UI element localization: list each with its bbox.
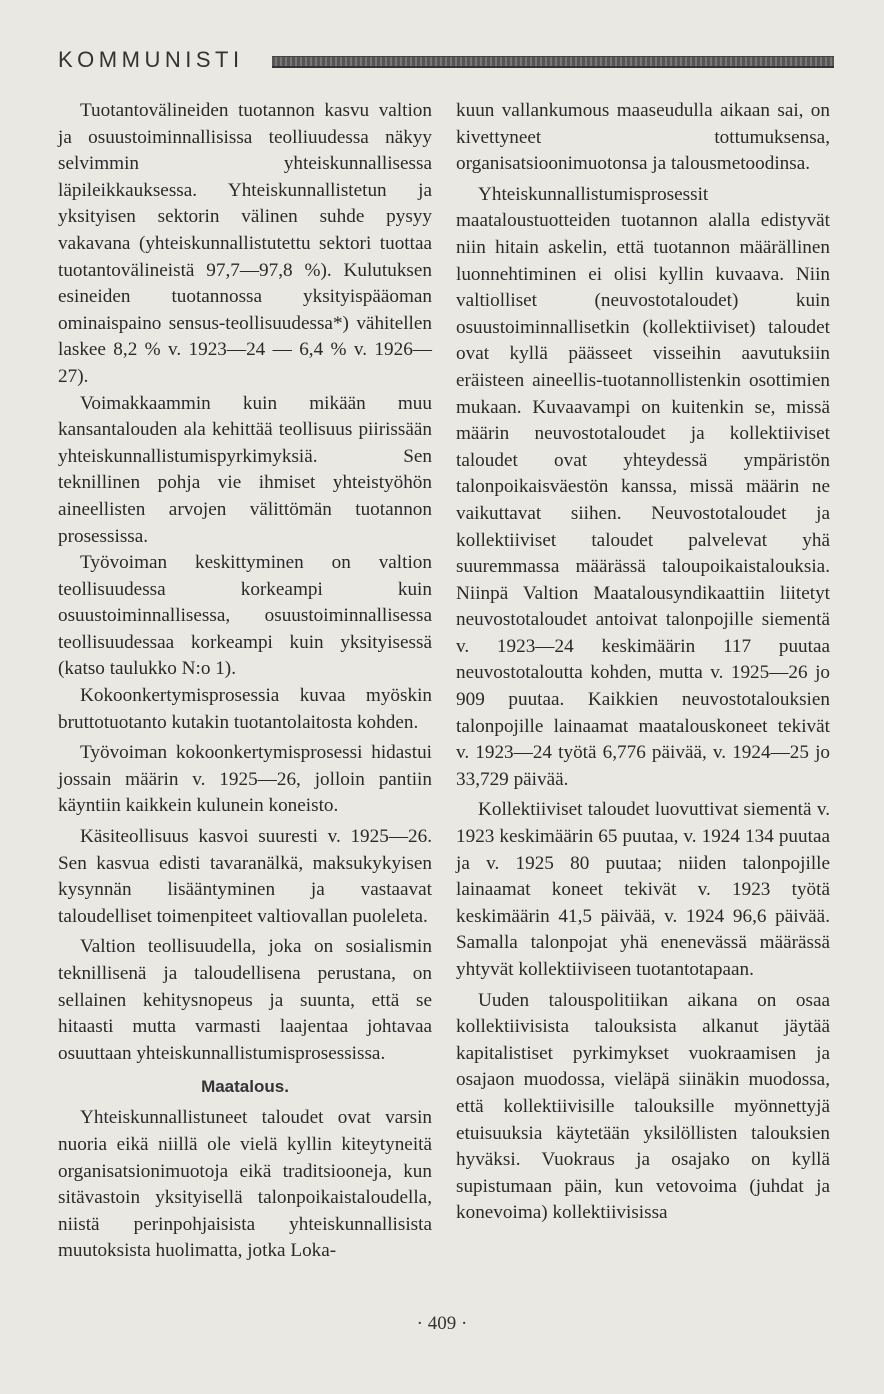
paragraph: Tuotantovälineiden tuotannon kasvu valtion ja osuustoiminnallisissa teolliuudessa näkyy selvimmin yhteiskunnallisessa läpileikkauksessa. Yhteiskunnallistetun ja yksityisen sektorin välinen suhde pysyy vakavana (yhteiskunnallistutettu sektori tuottaa tuotantovälineistä 97,7—97,8 %). Kulutuksen esineiden tuotannossa yksityispääoman ominaispaino sensus-teollisuudessa*) vähitellen laskee 8,2 % v. 1923—24 — 6,4 % v. 1926—27). [58,100,432,387]
journal-title: KOMMUNISTI [58,47,244,72]
page-number: · 409 · [416,1313,468,1334]
right-column [456,98,830,1227]
paragraph: Kokoonkertymisprosessia kuvaa myöskin bruttotuotanto kutakin tuotantolaitosta kohden. [58,685,432,733]
paragraph: Valtion teollisuudella, joka on sosialismin teknillisenä ja taloudellisena perustana, on sellainen kehitysnopeus ja suunta, että se hitaasti mutta varmasti laajentaa johtavaa osuuttaan yhteiskunnallistumisprosessissa. [58,936,432,1064]
header-rule [272,56,834,68]
paragraph: Työvoiman kokoonkertymisprosessi hidastui jossain määrin v. 1925—26, jolloin pantiin käyntiin kaikkein kulunein koneisto. [58,742,432,817]
paragraph: Yhteiskunnallistumisprosessit maataloustuotteiden tuotannon alalla edistyvät niin hitain askelin, että tuotannon määrällinen luonnehtiminen ei olisi kyllin kuvaava. Niin valtiolliset (neuvostotaloudet) kuin osuustoiminnallisetkin (kollektiiviset) taloudet ovat kyllä päässeet visseihin aavutuksiin eräisteen aineellis-tuotannollistenkin osottimien mukaan. Kuvaavampi on kuitenkin se, missä määrin neuvostotaloudet ja kollektiiviset taloudet ovat yhteydessä ympäristön talonpoikaisväestön kanssa, missä määrin ne vaikuttavat siihen. Neuvostotaloudet ja kollektiiviset taloudet palvelevat yhä suuremmassa määrässä taloupoikaistalouksia. Niinpä Valtion Maatalousyndikaattiin liitetyt neuvostotaloudet antoivat talonpojille siementä v. 1923—24 keskimäärin 117 puutaa neuvostotaloutta kohden, mutta v. 1925—26 jo 909 puutaa. Kaikkien neuvostotalouksien talonpojille lainaamat maatalouskoneet tekivät v. 1923—24 työtä 6,776 päivää, v. 1924—25 jo 33,729 päivää. [456,183,830,790]
left-column [58,98,432,1265]
paragraph: kuun vallankumous maaseudulla aikaan sai, on kivettyneet tottumuksensa, organisatsioonimuotonsa ja talousmetoodinsa. [456,100,830,175]
paragraph: Käsiteollisuus kasvoi suuresti v. 1925—26. Sen kasvua edisti tavaranälkä, maksukykyisen kysynnän lisääntyminen ja vastaavat taloudelliset toimenpiteet valtiovallan puoleleta. [58,826,432,927]
paragraph: Yhteiskunnallistuneet taloudet ovat varsin nuoria eikä niillä ole vielä kyllin kiteytyneitä organisatsionimuotoja eikä traditsiooneja, kun sitävastoin yksityisellä talonpoikaistaloudella, niistä perinpohjaisista yhteiskunnallisista muutoksista huolimatta, jotka Loka- [58,1107,432,1262]
paragraph: Työvoiman keskittyminen on valtion teollisuudessa korkeampi kuin osuustoiminnallisessa, osuustoiminnallisessa teollisuudessaa korkeampi kuin yksityisessä (katso taulukko N:o 1). [58,552,432,680]
paragraph: Kollektiiviset taloudet luovuttivat siementä v. 1923 keskimäärin 65 puutaa, v. 1924 134 puutaa ja v. 1925 80 puutaa; niiden talonpojille lainaamat koneet tekivät v. 1923 työtä keskimäärin 41,5 päivää, v. 1924 96,6 päivää. Samalla talonpojat yhä enenevässä määrässä yhtyvät kollektiiviseen tuotantotapaan. [456,799,830,980]
section-heading: Maatalous. [201,1077,289,1097]
paragraph: Uuden talouspolitiikan aikana on osaa kollektiivisista talouksista alkanut jäytää kapitalistiset pyrkimykset vuokraamisen ja osajaon muodossa, vieläpä siinäkin muodossa, että kollektiivisille talouksille myönnettyjä etuisuuksia käytetään yksilöllisten talouksien hyväksi. Vuokraus ja osajako on kyllä supistumaan päin, kun vetovoima (juhdat ja konevoima) kollektiivisissa [456,989,830,1224]
running-header [58,44,834,74]
paragraph: Voimakkaammin kuin mikään muu kansantalouden ala kehittää teollisuus piirissään yhteiskunnallistumispyrkimyksiä. Sen teknillinen pohja vie ihmiset yhteistyöhön aineellisten arvojen välittömän tuotannon prosessissa. [58,392,432,547]
